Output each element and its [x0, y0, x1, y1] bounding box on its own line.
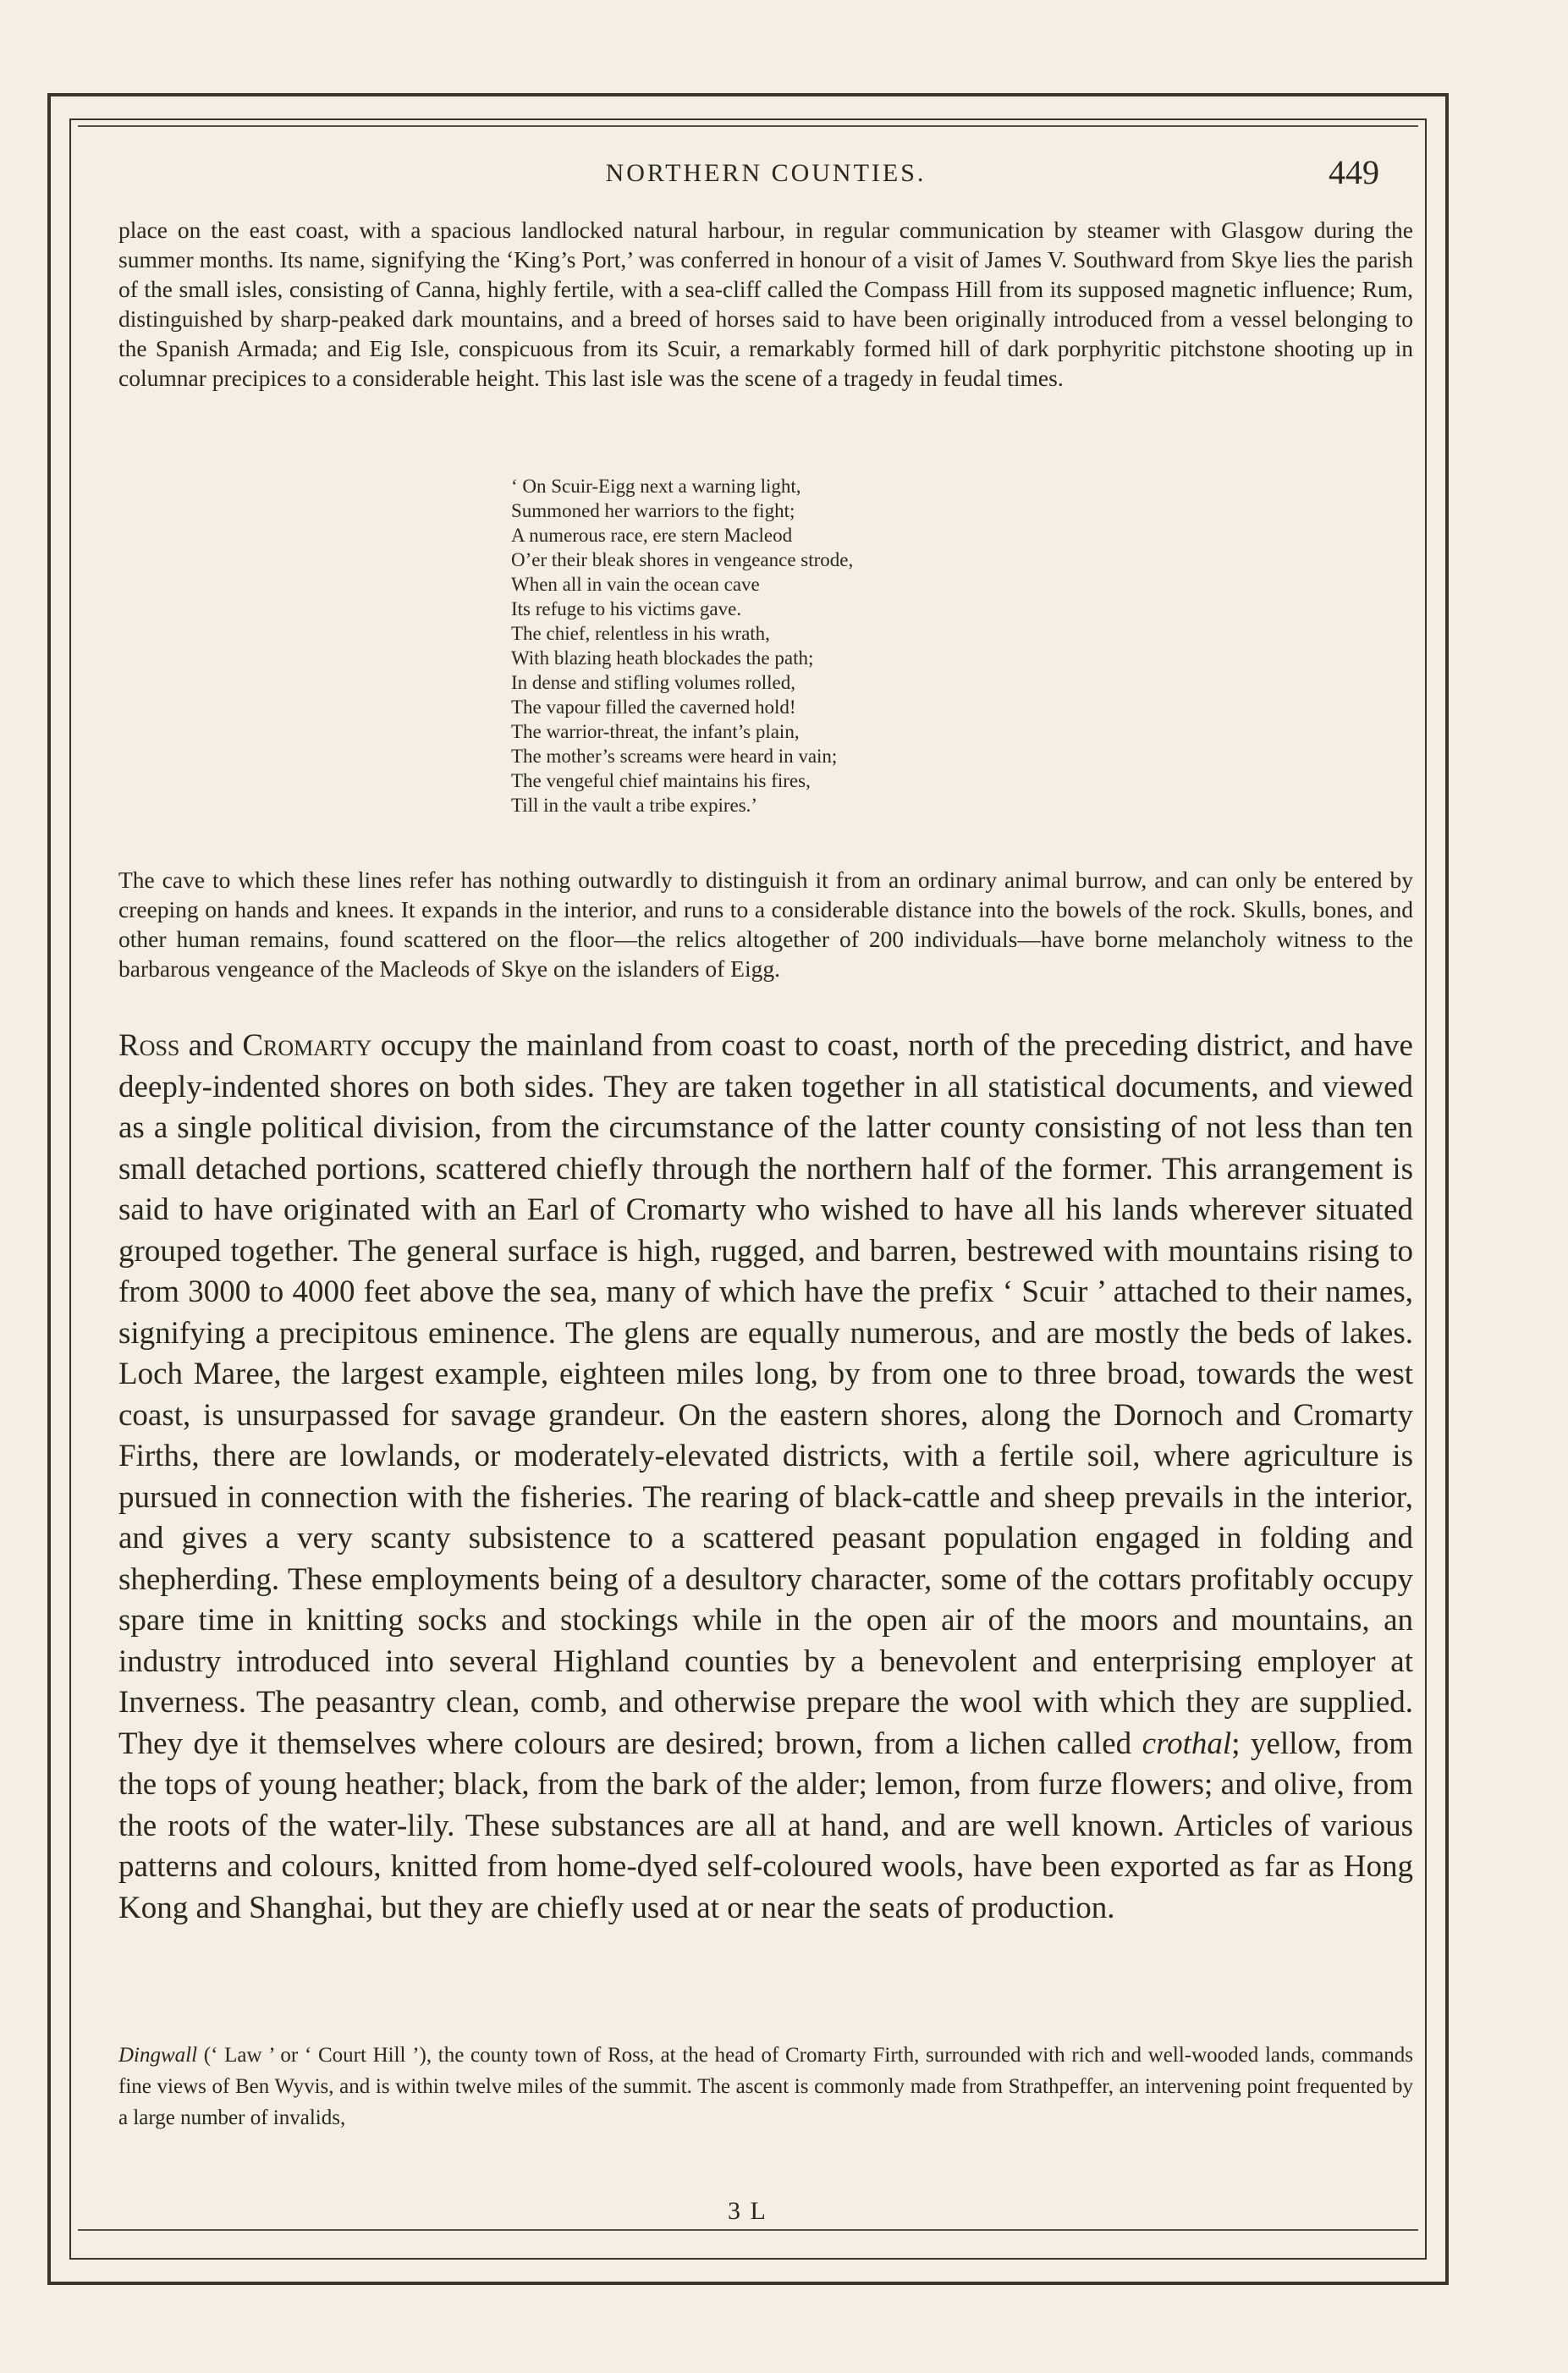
top-rule [78, 125, 1418, 127]
poem-line: The vapour filled the caverned hold! [511, 696, 796, 718]
paragraph-small-isles: place on the east coast, with a spacious landlocked natural harbour, in regular communication by steamer with Glasgow during the summer months. Its name, signifying the ‘King’s Port,’ was conferred in honour of a visit of James V. Southward from Skye lies the parish of the small isles, consisting of Canna, highly fertile, with a sea-cliff called the Compass Hill from its supposed magnetic influence; Rum, distinguished by sharp-peaked dark mountains, and a breed of horses said to have been originally introduced from a vessel belonging to the Spanish Armada; and Eig Isle, conspicuous from its Scuir, a remarkably formed hill of dark porphyritic pitchstone shooting up in columnar precipices to a considerable height. This last isle was the scene of a tragedy in feudal times. [118, 217, 1413, 391]
dingwall-text: (‘ Law ’ or ‘ Court Hill ’), the county town of Ross, at the head of Cromarty Firth, surrounded with rich and well-wooded lands, commands fine views of Ben Wyvis, and is within twelve miles of the summit. The ascent is commonly made from Strathpeffer, an intervening point frequented by a large number of invalids, [118, 2044, 1413, 2129]
body-text-a: occupy the mainland from coast to coast, north of the preceding district, and have deeply-indented shores on both sides. They are taken together in all statistical documents, and viewed as a single political division, from the circumstance of the latter county consisting of not less than ten small detached portions, scattered chiefly through the northern half of the former. This arrangement is said to have originated with an Earl of Cromarty who wished to have all his lands wherever situated grouped together. The general surface is high, rugged, and barren, bestrewed with mountains rising to from 3000 to 4000 feet above the sea, many of which have the prefix ‘ Scuir ’ attached to their names, signifying a precipitous eminence. The glens are equally numerous, and are mostly the beds of lakes. Loch Maree, the largest example, eighteen miles long, by from one to three broad, towards the west coast, is unsurpassed for savage grandeur. On the eastern shores, along the Dornoch and Cromarty Firths, there are lowlands, or moderately-elevated districts, with a fertile soil, where agriculture is pursued in connection with the fisheries. The rearing of black-cattle and sheep prevails in the interior, and gives a very scanty subsistence to a scattered peasant population engaged in folding and shepherding. These employments being of a desultory character, some of the cottars profitably occupy spare time in knitting socks and stockings while in the open air of the moors and mountains, an industry introduced into several Highland counties by a benevolent and enterprising employer at Inverness. The peasantry clean, comb, and otherwise prepare the wool with which they are supplied. They dye it themselves where colours are desired; brown, from a lichen called [118, 1028, 1413, 1761]
poem-line: ‘ On Scuir-Eigg next a warning light, [511, 476, 801, 497]
poem-line: Summoned her warriors to the fight; [511, 500, 795, 521]
poem-line: When all in vain the ocean cave [511, 574, 760, 595]
lead-cromarty: Cromarty [242, 1028, 372, 1063]
poem-quotation [511, 474, 1103, 818]
poem-line: A numerous race, ere stern Macleod [511, 525, 793, 546]
paragraph-cave: The cave to which these lines refer has nothing outwardly to distinguish it from an ordinary animal burrow, and can only be entered by creeping on hands and knees. It expands in the interior, and runs to a considerable distance into the bowels of the rock. Skulls, bones, and other human remains, found scattered on the floor—the relics altogether of 200 individuals—have borne melancholy witness to the barbarous vengeance of the Macleods of Skye on the islanders of Eigg. [118, 867, 1413, 982]
poem-line: Till in the vault a tribe expires.’ [511, 795, 758, 816]
page-number: 449 [1329, 153, 1379, 191]
poem-line: Its refuge to his victims gave. [511, 598, 742, 619]
lead-ross: Ross [118, 1028, 180, 1063]
body-text-b: ; yellow, from the tops of young heather; black, from the bark of the alder; lemon, from furze flowers; and olive, from the roots of the water-lily. These substances are all at hand, and are well known. Articles of various patterns and colours, knitted from home-dyed self-coloured wools, have been exported as far as Hong Kong and Shanghai, but they are chiefly used at or near the seats of production. [118, 1726, 1413, 1925]
dingwall-term: Dingwall [118, 2044, 198, 2067]
poem-line: The mother’s screams were heard in vain; [511, 746, 838, 767]
crothal-term: crothal [1142, 1726, 1232, 1761]
poem-line: The chief, relentless in his wrath, [511, 623, 770, 644]
poem-line: The vengeful chief maintains his fires, [511, 770, 811, 791]
poem-line: The warrior-threat, the infant’s plain, [511, 721, 800, 742]
poem-line: O’er their bleak shores in vengeance strode, [511, 549, 854, 570]
signature-mark: 3 L [728, 2197, 767, 2225]
poem-line: In dense and stifling volumes rolled, [511, 672, 795, 693]
page-header [118, 152, 1413, 195]
running-head: NORTHERN COUNTIES. [605, 159, 927, 187]
lead-and: and [179, 1028, 243, 1063]
paragraph-dingwall [118, 2040, 1413, 2133]
poem-line: With blazing heath blockades the path; [511, 647, 814, 669]
paragraph-ross-cromarty [118, 1026, 1413, 1929]
bottom-rule [78, 2229, 1418, 2231]
